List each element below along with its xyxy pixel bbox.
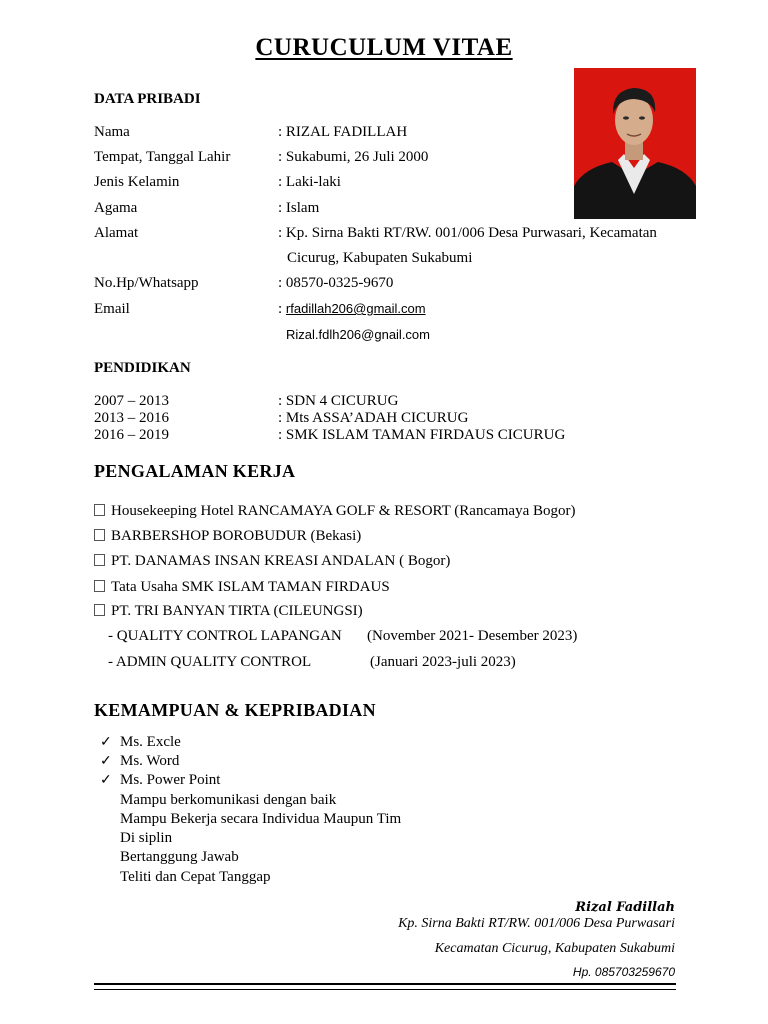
skill-item-checked: ✓ Ms. Power Point <box>100 772 221 788</box>
section-heading-personal: DATA PRIBADI <box>94 91 201 107</box>
bullet-box-icon <box>94 580 105 592</box>
value-address: : Kp. Sirna Bakti RT/RW. 001/006 Desa Purwasari, Kecamatan <box>278 225 657 241</box>
personality-item: Mampu Bekerja secara Individua Maupun Tim <box>120 811 402 827</box>
label-birth: Tempat, Tanggal Lahir <box>94 149 231 165</box>
section-heading-skills: KEMAMPUAN & KEPRIBADIAN <box>94 700 376 720</box>
email-link-secondary[interactable]: Rizal.fdlh206@gnail.com <box>286 327 430 342</box>
document-title: CURUCULUM VITAE <box>255 34 513 61</box>
section-heading-education: PENDIDIKAN <box>94 360 191 376</box>
value-phone: : 08570-0325-9670 <box>278 275 394 291</box>
label-religion: Agama <box>94 200 138 216</box>
education-years: 2016 – 2019 <box>94 427 169 443</box>
education-years: 2007 – 2013 <box>94 393 169 409</box>
checkmark-icon: ✓ <box>100 754 112 769</box>
value-nama: : RIZAL FADILLAH <box>278 124 408 140</box>
footer-address-line1: Kp. Sirna Bakti RT/RW. 001/006 Desa Purwasari <box>398 916 675 931</box>
bullet-box-icon <box>94 529 105 541</box>
label-email: Email <box>94 301 130 317</box>
personality-item: Di siplin <box>120 830 173 846</box>
bullet-box-icon <box>94 554 105 566</box>
experience-sub-period: (Januari 2023-juli 2023) <box>370 654 516 670</box>
bullet-box-icon <box>94 604 105 616</box>
experience-item: PT. TRI BANYAN TIRTA (CILEUNGSI) <box>94 603 363 620</box>
experience-sub-role: - QUALITY CONTROL LAPANGAN <box>108 628 342 644</box>
bullet-box-icon <box>94 504 105 516</box>
label-nama: Nama <box>94 124 130 140</box>
footer-divider <box>94 983 676 985</box>
education-school: : Mts ASSA’ADAH CICURUG <box>278 410 469 426</box>
label-address: Alamat <box>94 225 139 241</box>
profile-photo <box>574 68 696 219</box>
checkmark-icon: ✓ <box>100 735 112 750</box>
experience-sub-role: - ADMIN QUALITY CONTROL <box>108 654 312 670</box>
experience-item: PT. DANAMAS INSAN KREASI ANDALAN ( Bogor) <box>94 553 450 570</box>
value-gender: : Laki-laki <box>278 174 341 190</box>
footer-phone: Hp. 085703259670 <box>572 965 675 979</box>
value-address-line2: Cicurug, Kabupaten Sukabumi <box>287 250 473 266</box>
label-gender: Jenis Kelamin <box>94 174 180 190</box>
experience-item: Tata Usaha SMK ISLAM TAMAN FIRDAUS <box>94 579 390 596</box>
education-years: 2013 – 2016 <box>94 410 169 426</box>
signature-name: Rizal Fadillah <box>575 900 675 915</box>
footer-divider <box>94 989 676 990</box>
skill-item-checked: ✓ Ms. Excle <box>100 734 181 750</box>
value-religion: : Islam <box>278 200 320 216</box>
label-phone: No.Hp/Whatsapp <box>94 275 199 291</box>
value-birth: : Sukabumi, 26 Juli 2000 <box>278 149 429 165</box>
experience-sub-period: (November 2021- Desember 2023) <box>367 628 578 644</box>
personality-item: Bertanggung Jawab <box>120 849 239 865</box>
education-school: : SDN 4 CICURUG <box>278 393 399 409</box>
education-school: : SMK ISLAM TAMAN FIRDAUS CICURUG <box>278 427 566 443</box>
experience-item: BARBERSHOP BOROBUDUR (Bekasi) <box>94 528 361 545</box>
checkmark-icon: ✓ <box>100 773 112 788</box>
section-heading-experience: PENGALAMAN KERJA <box>94 461 296 481</box>
email-colon: : <box>278 301 286 317</box>
personality-item: Mampu berkomunikasi dengan baik <box>120 792 337 808</box>
email-link-primary[interactable]: rfadillah206@gmail.com <box>285 301 426 316</box>
footer-address-line2: Kecamatan Cicurug, Kabupaten Sukabumi <box>434 941 675 956</box>
personality-item: Teliti dan Cepat Tanggap <box>120 869 271 885</box>
skill-item-checked: ✓ Ms. Word <box>100 753 180 769</box>
experience-item: Housekeeping Hotel RANCAMAYA GOLF & RESORT (Rancamaya Bogor) <box>94 503 576 520</box>
value-email <box>278 301 426 318</box>
